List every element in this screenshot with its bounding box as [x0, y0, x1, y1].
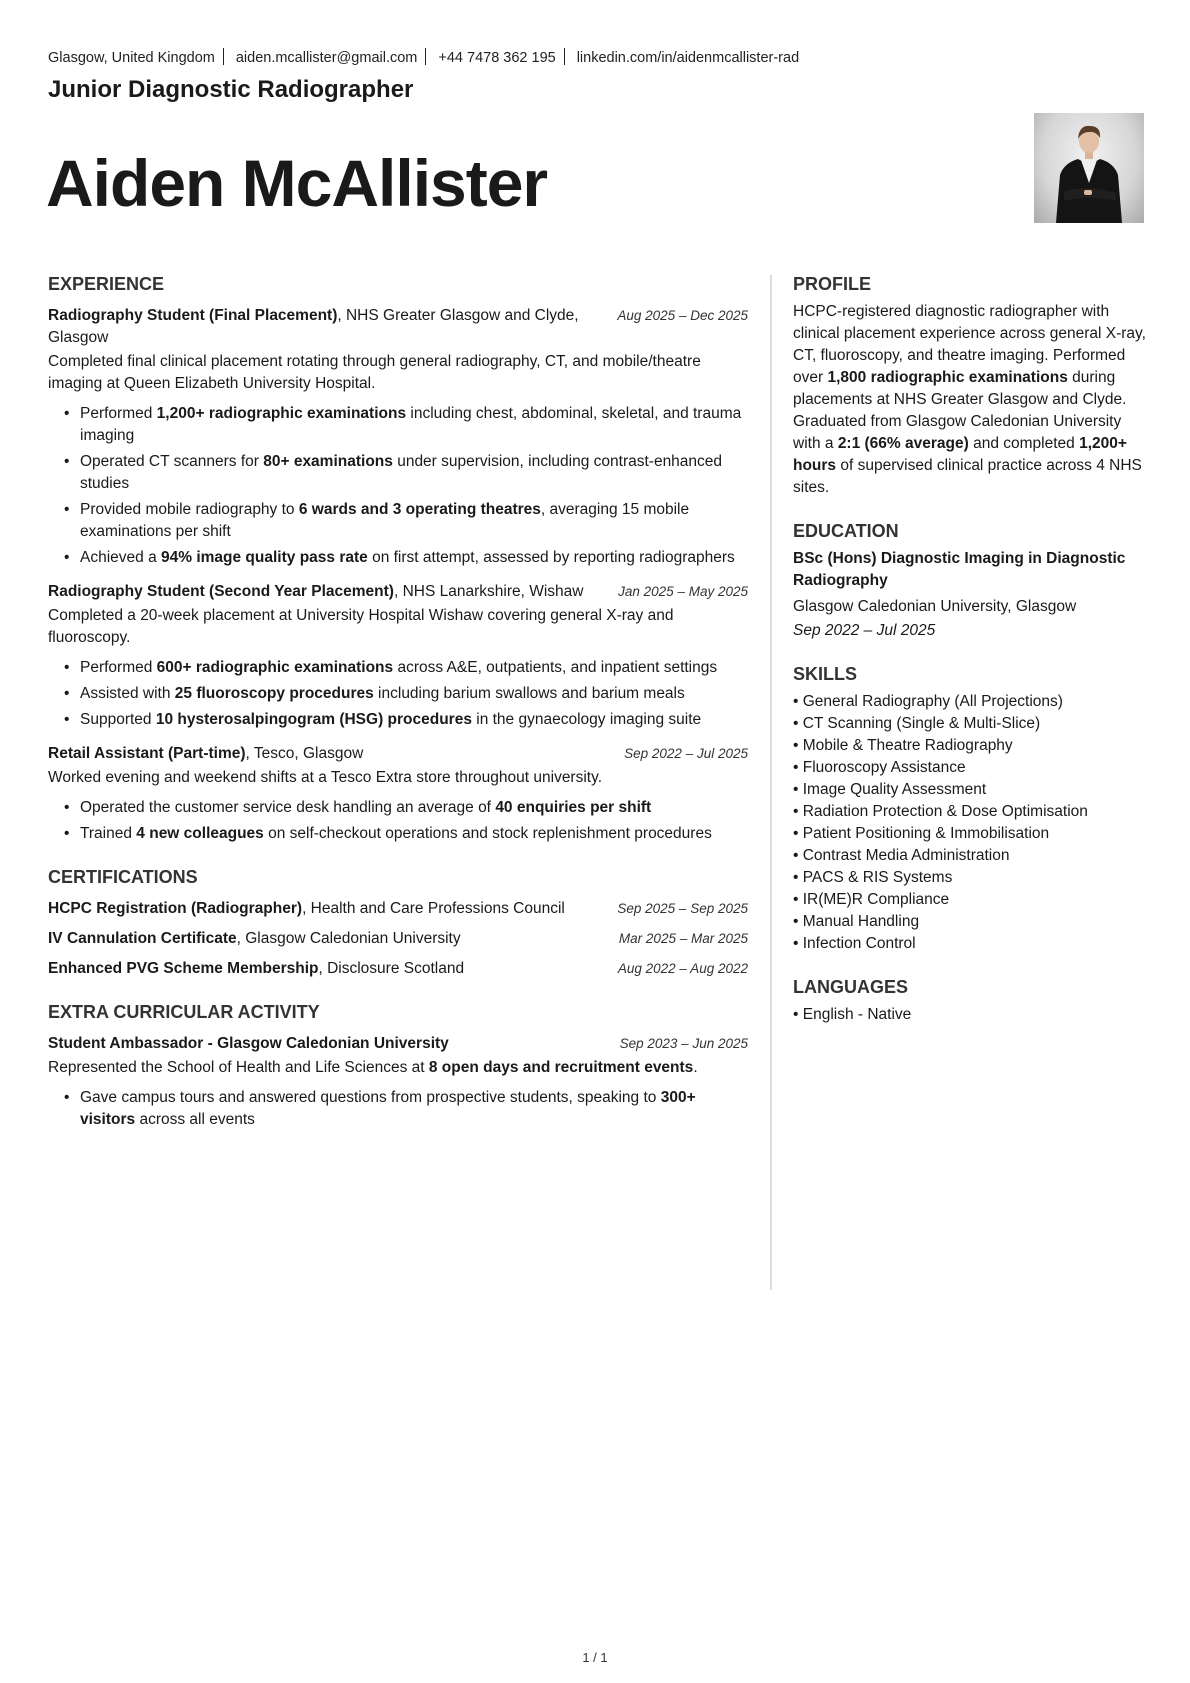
contact-line	[48, 48, 799, 66]
skill-item: • Fluoroscopy Assistance	[793, 757, 1148, 779]
experience-section	[48, 274, 748, 845]
activity-role: Student Ambassador - Glasgow Caledonian University	[48, 1035, 449, 1052]
certification-entry	[48, 928, 748, 950]
skill-item: • Patient Positioning & Immobilisation	[793, 823, 1148, 845]
skills-section	[793, 664, 1148, 955]
job-title: Junior Diagnostic Radiographer	[48, 76, 414, 103]
achievement-list	[48, 657, 748, 731]
achievement-list	[48, 403, 748, 569]
section-title-certifications: CERTIFICATIONS	[48, 867, 198, 887]
language-item: • English - Native	[793, 1004, 1148, 1026]
person-photo-icon	[1034, 113, 1144, 223]
separator	[564, 48, 565, 65]
entry-description: Completed final clinical placement rotating through general radiography, CT, and mobile/theatre imaging at Queen Elizabeth University Hospital.	[48, 353, 701, 392]
skill-item: • Mobile & Theatre Radiography	[793, 735, 1148, 757]
section-title-profile: PROFILE	[793, 274, 872, 294]
list-item: • Provided mobile radiography to 6 wards and 3 operating theatres, averaging 15 mobile examinations per shift	[80, 499, 748, 543]
contact-location: Glasgow, United Kingdom	[48, 50, 215, 66]
separator	[223, 48, 224, 65]
organization: , NHS Lanarkshire, Wishaw	[393, 583, 584, 600]
skill-item: • Image Quality Assessment	[793, 779, 1148, 801]
certification-name: HCPC Registration (Radiographer)	[48, 900, 303, 917]
role: Radiography Student (Final Placement)	[48, 307, 338, 324]
achievement-list	[48, 797, 748, 845]
experience-entry	[48, 305, 748, 569]
profile-section	[793, 274, 1148, 499]
skill-item: • IR(ME)R Compliance	[793, 889, 1148, 911]
candidate-name: Aiden McAllister	[46, 146, 548, 220]
section-title-experience: EXPERIENCE	[48, 274, 165, 294]
skill-item: • PACS & RIS Systems	[793, 867, 1148, 889]
list-item: • Trained 4 new colleagues on self-checkout operations and stock replenishment procedures	[80, 823, 748, 845]
skill-item: • General Radiography (All Projections)	[793, 691, 1148, 713]
role: Retail Assistant (Part-time)	[48, 745, 246, 762]
skill-item: • Contrast Media Administration	[793, 845, 1148, 867]
organization: , NHS Greater Glasgow and Clyde, Glasgow	[48, 307, 579, 346]
education-section	[793, 521, 1148, 642]
skill-item: • Infection Control	[793, 933, 1148, 955]
issuer: , Health and Care Professions Council	[302, 900, 565, 917]
skills-list	[793, 691, 1148, 955]
list-item: • Performed 1,200+ radiographic examinations including chest, abdominal, skeletal, and trauma imaging	[80, 403, 748, 447]
experience-entry	[48, 581, 748, 731]
extracurricular-section	[48, 1002, 748, 1131]
certification-name: Enhanced PVG Scheme Membership	[48, 960, 319, 977]
contact-email[interactable]: aiden.mcallister@gmail.com	[235, 50, 418, 66]
date-range: Mar 2025 – Mar 2025	[618, 931, 748, 946]
experience-entry	[48, 743, 748, 845]
languages-section	[793, 977, 1148, 1026]
date-range: Aug 2022 – Aug 2022	[617, 961, 748, 976]
skill-item: • CT Scanning (Single & Multi-Slice)	[793, 713, 1148, 735]
list-item: • Assisted with 25 fluoroscopy procedures including barium swallows and barium meals	[80, 683, 748, 705]
separator	[425, 48, 426, 65]
column-divider	[770, 275, 772, 1290]
date-range: Sep 2023 – Jun 2025	[619, 1036, 748, 1051]
date-range: Jan 2025 – May 2025	[618, 584, 748, 599]
certification-entry	[48, 898, 748, 920]
achievement-list	[48, 1087, 748, 1131]
issuer: , Glasgow Caledonian University	[236, 930, 461, 947]
school: Glasgow Caledonian University, Glasgow	[793, 598, 1077, 615]
profile-summary: HCPC-registered diagnostic radiographer with clinical placement experience across general X-ray, CT, fluoroscopy, and theatre imaging. Performed over 1,800 radiographic examinations during placements at NHS Greater Glasgow and Clyde. Graduated from Glasgow Caledonian University with a 2:1 (66% average) and completed 1,200+ hours of supervised clinical practice across 4 NHS sites.	[793, 303, 1146, 496]
section-title-skills: SKILLS	[793, 664, 858, 684]
date-range: Sep 2022 – Jul 2025	[793, 622, 936, 639]
contact-phone[interactable]: +44 7478 362 195	[438, 50, 556, 66]
list-item: • Achieved a 94% image quality pass rate on first attempt, assessed by reporting radiographers	[80, 547, 748, 569]
certifications-section	[48, 867, 748, 980]
entry-description: Worked evening and weekend shifts at a Tesco Extra store throughout university.	[48, 769, 603, 786]
right-column	[793, 274, 1148, 1048]
skill-item: • Manual Handling	[793, 911, 1148, 933]
list-item: • Supported 10 hysterosalpingogram (HSG) procedures in the gynaecology imaging suite	[80, 709, 748, 731]
entry-description: Completed a 20-week placement at University Hospital Wishaw covering general X-ray and fluoroscopy.	[48, 607, 674, 646]
list-item: • Operated the customer service desk handling an average of 40 enquiries per shift	[80, 797, 748, 819]
page-number: 1 / 1	[582, 1650, 608, 1665]
contact-linkedin[interactable]: linkedin.com/in/aidenmcallister-rad	[576, 50, 800, 66]
list-item: • Gave campus tours and answered questions from prospective students, speaking to 300+ visitors across all events	[80, 1087, 748, 1131]
section-title-languages: LANGUAGES	[793, 977, 909, 997]
date-range: Aug 2025 – Dec 2025	[617, 308, 748, 323]
role: Radiography Student (Second Year Placement)	[48, 583, 394, 600]
profile-photo	[1034, 113, 1144, 223]
organization: , Tesco, Glasgow	[245, 745, 364, 762]
list-item: • Performed 600+ radiographic examinations across A&E, outpatients, and inpatient settings	[80, 657, 748, 679]
left-column	[48, 274, 748, 1153]
certification-name: IV Cannulation Certificate	[48, 930, 237, 947]
list-item: • Operated CT scanners for 80+ examinations under supervision, including contrast-enhanced studies	[80, 451, 748, 495]
skill-item: • Radiation Protection & Dose Optimisation	[793, 801, 1148, 823]
section-title-education: EDUCATION	[793, 521, 899, 541]
certification-entry	[48, 958, 748, 980]
degree: BSc (Hons) Diagnostic Imaging in Diagnostic Radiography	[793, 550, 1126, 589]
date-range: Sep 2025 – Sep 2025	[617, 901, 748, 916]
languages-list	[793, 1004, 1148, 1026]
activity-entry	[48, 1033, 748, 1131]
section-title-extracurricular: EXTRA CURRICULAR ACTIVITY	[48, 1002, 320, 1022]
date-range: Sep 2022 – Jul 2025	[624, 746, 748, 761]
issuer: , Disclosure Scotland	[318, 960, 465, 977]
entry-description: Represented the School of Health and Life Sciences at 8 open days and recruitment events.	[48, 1059, 698, 1076]
